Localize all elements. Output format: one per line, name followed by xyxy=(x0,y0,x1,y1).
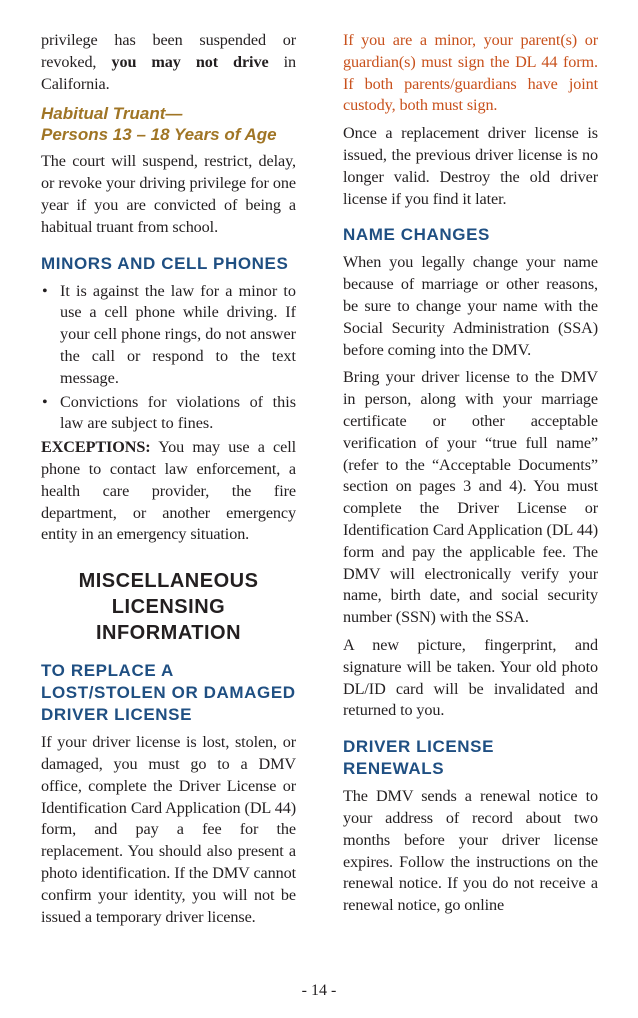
suspension-paragraph xyxy=(41,30,296,95)
misc-heading-line2: LICENSING INFORMATION xyxy=(95,596,242,645)
habitual-truant-heading-line2: Persons 13 – 18 Years of Age xyxy=(41,125,277,145)
minors-cell-phones-heading: MINORS AND CELL PHONES xyxy=(41,253,289,273)
name-changes-heading: NAME CHANGES xyxy=(343,225,490,245)
bullet-text: Convictions for violations of this law are subject to fines. xyxy=(60,392,296,433)
bullet-text: It is against the law for a minor to use a cell phone while driving. If your cell phone rings, do not answer the call or respond to the text message. xyxy=(60,281,297,387)
suspension-bold-text: you may not drive xyxy=(111,52,269,71)
minors-bullet-list xyxy=(41,281,296,436)
name-changes-p2: Bring your driver license to the DMV in person, along with your marriage certificate or other acceptable verification of your “true full name” (refer to the “Acceptable Documents” section on pages 3 and 4). You must complete the Driver License or Identification Card Application (DL 44) form and pay the applicable fee. The DMV will electronically verify your name, birth date, and social security number (SSN) with the SSA. xyxy=(343,368,598,627)
exceptions-paragraph xyxy=(41,437,296,546)
renewals-text: The DMV sends a renewal notice to your address of record about two months before your driver license expires. Follow the instructions on the renewal notice. If you do not receive a renewal notice, go online xyxy=(343,787,598,915)
renewals-heading: DRIVER LICENSE RENEWALS xyxy=(343,737,495,779)
replace-license-text: If your driver license is lost, stolen, or damaged, you must go to a DMV office, complete the Driver License or Identification Card Application (DL 44) form, and pay a fee for the replacement. You should also present a photo identification. If the DMV cannot confirm your identity, you will not be issued a temporary driver license. xyxy=(41,733,296,926)
habitual-truant-heading xyxy=(41,103,296,145)
misc-licensing-heading xyxy=(41,568,296,646)
suspension-text-end: in California. xyxy=(41,52,296,93)
habitual-truant-text: The court will suspend, restrict, delay, or revoke your driving privilege for one year if you are convicted of being a habitual truant from school. xyxy=(41,152,296,236)
bullet-icon: • xyxy=(42,392,48,411)
name-changes-p3: A new picture, fingerprint, and signature will be taken. Your old photo DL/ID card will be invalidated and returned to you. xyxy=(343,635,598,720)
name-changes-p1: When you legally change your name because of marriage or other reasons, be sure to change your name with the Social Security Administration (SSA) before coming into the DMV. xyxy=(343,253,598,359)
exceptions-label: EXCEPTIONS: xyxy=(41,438,151,457)
page-number: - 14 - xyxy=(301,982,337,999)
bullet-icon: • xyxy=(42,281,48,300)
right-column xyxy=(343,30,598,917)
list-item xyxy=(41,281,296,390)
exceptions-text: You may use a cell phone to contact law enforcement, a health care provider, the fire department, or another emergency entity in an emergency situation. xyxy=(41,438,296,544)
habitual-truant-heading-line1: Habitual Truant— xyxy=(41,104,183,124)
replacement-validity-text: Once a replacement driver license is issued, the previous driver license is no longer valid. Destroy the old driver license if you find it later. xyxy=(343,124,598,208)
list-item xyxy=(41,392,296,436)
suspension-text: privilege has been suspended or revoked, xyxy=(41,31,296,71)
misc-heading-line1: MISCELLANEOUS xyxy=(78,570,259,593)
left-column xyxy=(41,30,296,934)
replace-license-heading: TO REPLACE A LOST/STOLEN OR DAMAGED DRIVER LICENSE xyxy=(41,661,296,725)
minor-parent-note: If you are a minor, your parent(s) or guardian(s) must sign the DL 44 form. If both parents/guardians have joint custody, both must sign. xyxy=(343,31,598,115)
